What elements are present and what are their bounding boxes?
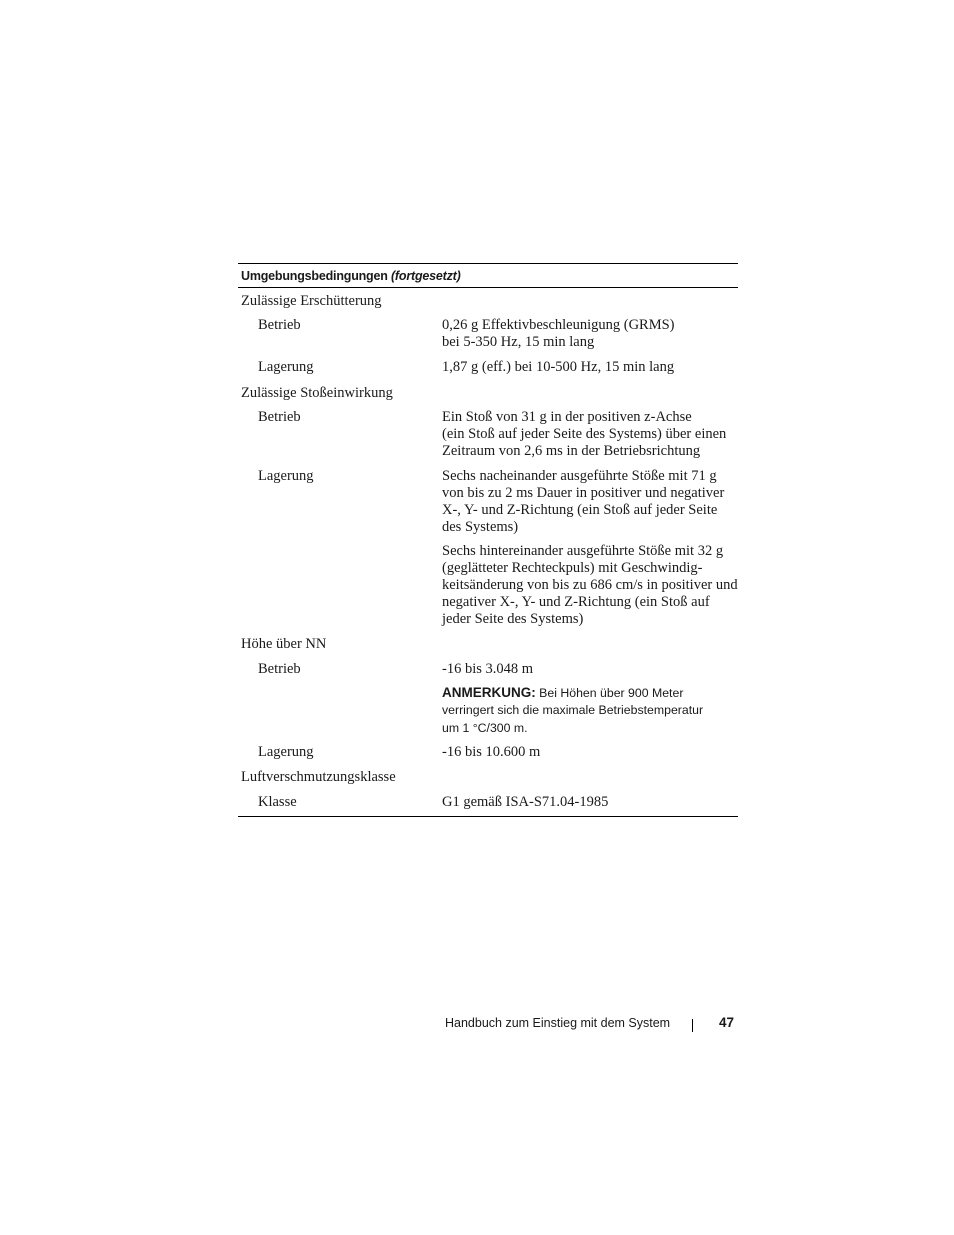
row-value-altitude-storage [442,744,738,761]
value-line: des Systems) [442,519,519,535]
note-text: Bei Höhen über 900 Meter [539,686,684,700]
group-title-shock: Zulässige Stoßeinwirkung [241,385,393,401]
row-label-shock-operating: Betrieb [258,409,301,425]
value-line: bei 5-350 Hz, 15 min lang [442,334,595,350]
row-value-vibration-operating [442,317,738,351]
group-title-airborne-contaminant: Luftverschmutzungsklasse [241,769,396,785]
group-title-altitude: Höhe über NN [241,636,327,652]
value-line: Sechs hintereinander ausgeführte Stöße mit 32 g [442,543,724,559]
value-line: negativer X-, Y- und Z-Richtung (ein Stoß auf [442,594,710,610]
row-label-vibration-operating: Betrieb [258,317,301,333]
row-value-vibration-storage [442,359,738,376]
value-line: Ein Stoß von 31 g in der positiven z-Achse [442,409,692,425]
group-title-vibration: Zulässige Erschütterung [241,293,382,309]
value-line: Zeitraum von 2,6 ms in der Betriebsrichtung [442,443,701,459]
note-line: verringert sich die maximale Betriebstemperatur [442,703,704,718]
value-line: von bis zu 2 ms Dauer in positiver und negativer [442,485,725,501]
value-line: 0,26 g Effektivbeschleunigung (GRMS) [442,317,675,333]
value-line: jeder Seite des Systems) [442,611,584,627]
row-value-contaminant-class [442,794,738,811]
value-line: -16 bis 3.048 m [442,661,534,677]
footer-separator [692,1019,693,1032]
row-label-contaminant-class: Klasse [258,794,297,810]
note-heading: ANMERKUNG: [442,685,536,700]
page-number: 47 [719,1015,735,1030]
row-value-shock-operating [442,409,738,460]
value-line: Sechs nacheinander ausgeführte Stöße mit 71 g [442,468,717,484]
row-label-altitude-operating: Betrieb [258,661,301,677]
table-title: Umgebungsbedingungen [241,269,388,283]
note-line: um 1 °C/300 m. [442,720,528,735]
row-label-altitude-storage: Lagerung [258,744,314,760]
note-line [442,684,732,702]
row-value-shock-storage-2 [442,543,738,628]
value-line: keitsänderung von bis zu 686 cm/s in positiver und [442,577,738,593]
footer-title: Handbuch zum Einstieg mit dem System [445,1016,671,1030]
table-header [238,264,738,288]
value-line: X-, Y- und Z-Richtung (ein Stoß auf jeder Seite [442,502,718,518]
value-line: (ein Stoß auf jeder Seite des Systems) über einen [442,426,727,442]
row-value-altitude-operating [442,661,738,678]
value-line: (geglätteter Rechteckpuls) mit Geschwindig- [442,560,703,576]
row-value-shock-storage [442,468,738,536]
value-line: G1 gemäß ISA-S71.04-1985 [442,794,609,810]
row-label-shock-storage: Lagerung [258,468,314,484]
row-label-vibration-storage: Lagerung [258,359,314,375]
altitude-note [442,684,732,737]
environment-spec-table [238,263,738,817]
value-line: -16 bis 10.600 m [442,744,541,760]
value-line: 1,87 g (eff.) bei 10-500 Hz, 15 min lang [442,359,675,375]
table-continued-note: (fortgesetzt) [390,269,461,283]
